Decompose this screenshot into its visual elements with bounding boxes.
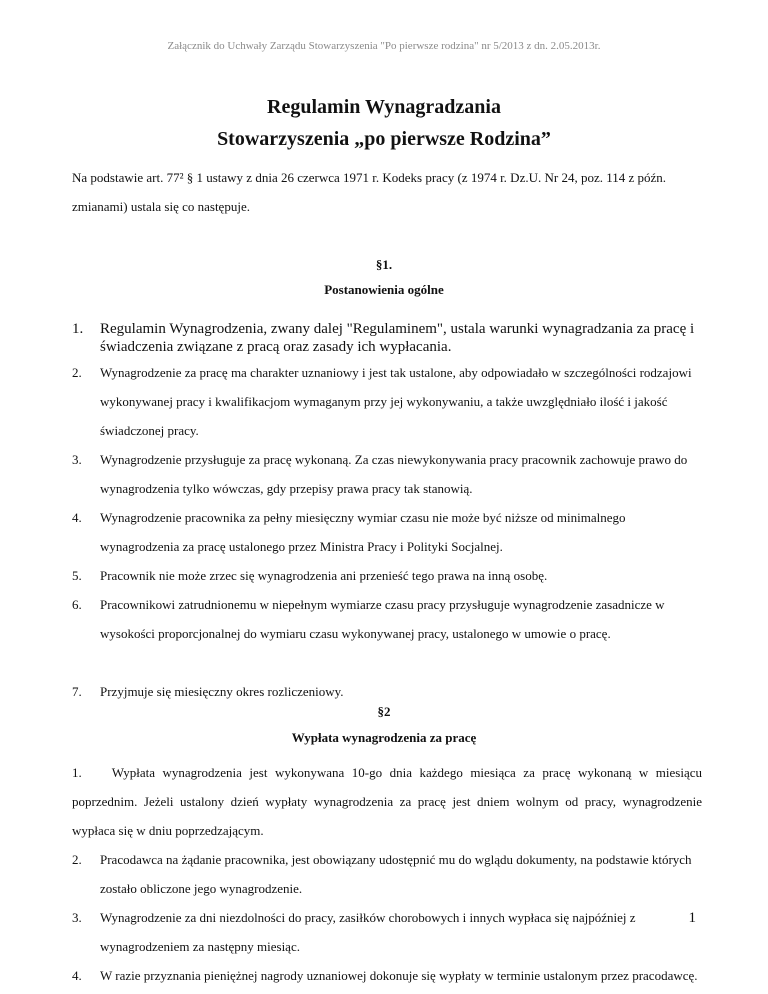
section-number: §1.	[375, 257, 393, 272]
item-number: 3.	[72, 452, 82, 467]
page-number: 1	[688, 910, 696, 926]
list-item	[72, 845, 702, 903]
item-text: Regulamin Wynagrodzenia, zwany dalej "Regulaminem", ustala warunki wynagradzania za pracę i świadczenia związane z pracą oraz zasady ich wypłacania.	[100, 321, 695, 355]
item-number: 2.	[72, 852, 82, 867]
list-item	[72, 358, 702, 445]
list-item	[72, 961, 702, 990]
item-number: 7.	[72, 684, 82, 699]
item-text: Wynagrodzenie za dni niezdolności do pracy, zasiłków chorobowych i innych wypłaca się najpóźniej z wynagrodzeniem za następny miesiąc.	[100, 910, 636, 954]
list-item	[72, 758, 702, 845]
item-text: Pracodawca na żądanie pracownika, jest obowiązany udostępnić mu do wglądu dokumenty, na podstawie których zostało obliczone jego wynagrodzenie.	[100, 852, 692, 896]
item-number: 1.	[72, 321, 84, 337]
page-header: Załącznik do Uchwały Zarządu Stowarzyszenia "Po pierwsze rodzina" nr 5/2013 z dn. 2.05.2013r.	[167, 40, 601, 52]
list-item	[72, 903, 702, 961]
list-item	[72, 503, 702, 561]
item-number: 4.	[72, 968, 82, 983]
item-text: Pracownikowi zatrudnionemu w niepełnym wymiarze czasu pracy przysługuje wynagrodzenie zasadnicze w wysokości proporcjonalnej do wymiaru czasu wykonywanej pracy, ustalonego w umowie o pracę.	[100, 597, 665, 641]
list-item	[72, 677, 702, 706]
list-item	[72, 445, 702, 503]
item-text: Pracownik nie może zrzec się wynagrodzenia ani przenieść tego prawa na inną osobę.	[100, 568, 548, 583]
item-text: Przyjmuje się miesięczny okres rozliczeniowy.	[100, 684, 344, 699]
item-text: Wynagrodzenie pracownika za pełny miesięczny wymiar czasu nie może być niższe od minimalnego wynagrodzenia za pracę ustalonego przez Ministra Pracy i Polityki Socjalnej.	[100, 510, 626, 554]
item-number: 4.	[72, 510, 82, 525]
item-number: 1.	[72, 765, 82, 780]
document-subtitle: Stowarzyszenia „po pierwsze Rodzina”	[217, 128, 551, 150]
item-text: Wynagrodzenie za pracę ma charakter uznaniowy i jest tak ustalone, aby odpowiadało w szczególności rodzajowi wykonywanej pracy i kwalifikacjom wymaganym przy jej wykonywaniu, a także uwzględniało ilość i jakość świadczonej pracy.	[100, 365, 692, 438]
item-text: Wypłata wynagrodzenia jest wykonywana 10-go dnia każdego miesiąca za pracę wykonaną w miesiącu poprzednim. Jeżeli ustalony dzień wypłaty wynagrodzenia za pracę jest dniem wolnym od pracy, wynagrodzenie wypłaca się w dniu poprzedzającym.	[72, 765, 703, 838]
item-text: W razie przyznania pieniężnej nagrody uznaniowej dokonuje się wypłaty w terminie ustalonym przez pracodawcę.	[100, 968, 698, 983]
document-title: Regulamin Wynagradzania	[267, 96, 501, 118]
section-heading: Postanowienia ogólne	[324, 282, 444, 297]
item-number: 6.	[72, 597, 82, 612]
item-text: Wynagrodzenie przysługuje za pracę wykonaną. Za czas niewykonywania pracy pracownik zachowuje prawo do wynagrodzenia tylko wówczas, gdy przepisy prawa pracy tak stanowią.	[100, 452, 688, 496]
list-item	[72, 590, 702, 648]
item-number: 5.	[72, 568, 82, 583]
list-item	[72, 320, 702, 356]
section-heading: Wypłata wynagrodzenia za pracę	[291, 730, 477, 745]
item-number: 2.	[72, 365, 82, 380]
section-number: §2	[377, 704, 391, 719]
list-item	[72, 561, 702, 590]
intro-paragraph: Na podstawie art. 77² § 1 ustawy z dnia 26 czerwca 1971 r. Kodeks pracy (z 1974 r. Dz.U. Nr 24, poz. 114 z późn. zmianami) ustala się co następuje.	[72, 170, 667, 214]
item-number: 3.	[72, 910, 82, 925]
